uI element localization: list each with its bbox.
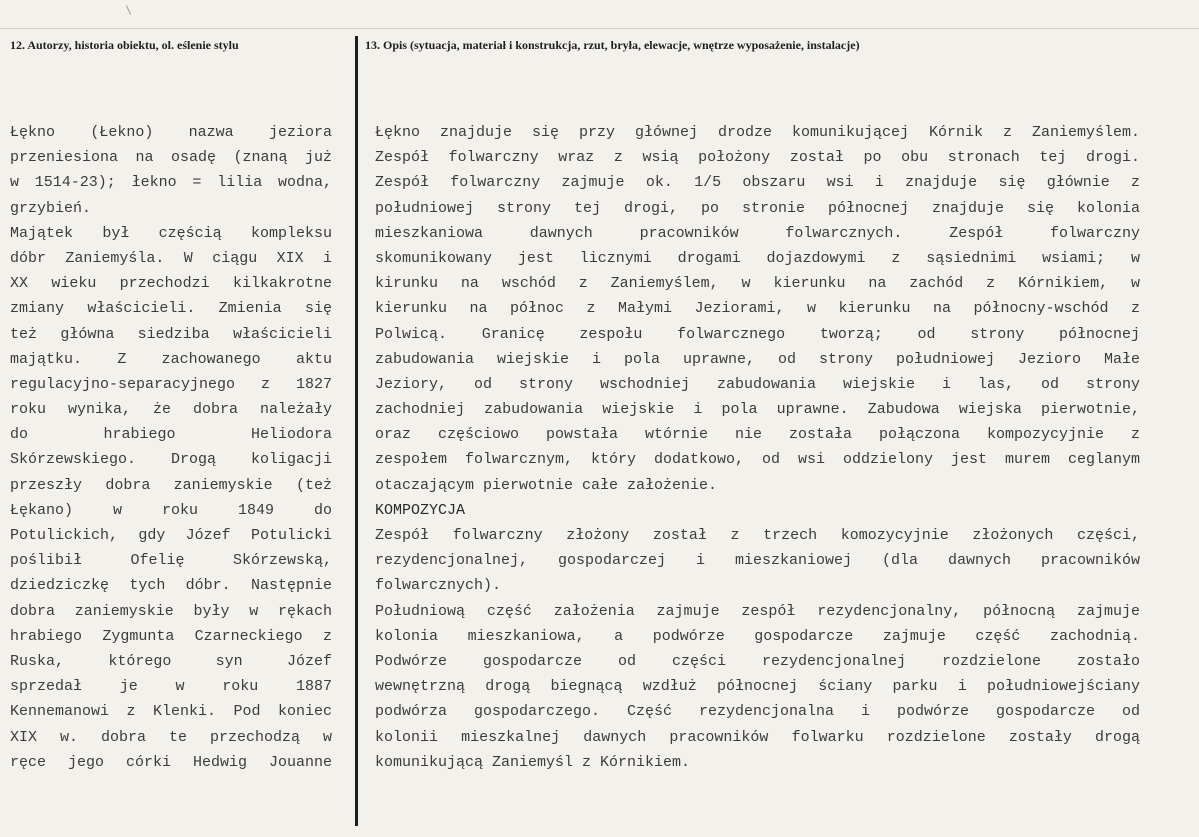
- history-line: też główna siedziba właścicieli: [10, 325, 332, 343]
- description-line: otaczającym pierwotnie całe założenie.: [375, 476, 718, 494]
- history-line: Łękno (Łekno) nazwa jeziora: [10, 124, 332, 141]
- description-line: Polwicą. Granicę zespołu folwarcznego tworzą; od strony północnej: [375, 325, 1140, 343]
- composition-heading: KOMPOZYCJA: [375, 501, 466, 519]
- description-line: zespołem folwarcznym, który dodatkowo, od wsi oddzielony jest murem ceglanym: [375, 451, 1140, 469]
- history-line: grzybień.: [10, 199, 92, 217]
- history-line: Ruska, którego syn Józef: [10, 652, 332, 670]
- description-line: Łękno znajduje się przy głównej drodze komunikującej Kórnik z Zaniemyślem.: [375, 124, 1140, 141]
- history-line: przeszły dobra zaniemyskie (też: [10, 476, 332, 494]
- scan-mark: [126, 5, 131, 14]
- left-section-header: 12. Autorzy, historia obiektu, ol. eślenie stylu: [10, 38, 239, 52]
- right-section-header: 13. Opis (sytuacja, materiał i konstrukcja, rzut, bryła, elewacje, wnętrze wyposażenie, instalacje): [365, 38, 860, 52]
- description-line: kolonii mieszkalnej dawnych pracowników folwarku rozdzielone zostały drogą: [375, 728, 1140, 746]
- description-line: Podwórze gospodarcze od części rezydencjonalnej rozdzielone zostało: [375, 652, 1140, 670]
- history-line: Kennemanowi z Klenki. Pod koniec: [10, 703, 332, 721]
- history-line: Łękano) w roku 1849 do: [10, 501, 332, 519]
- history-line: ręce jego córki Hedwig Jouanne: [10, 753, 332, 771]
- description-line: Zespół folwarczny zajmuje ok. 1/5 obszaru wsi i znajduje się głównie z: [375, 174, 1140, 192]
- history-text-column: [10, 120, 332, 775]
- history-line: XIX w. dobra te przechodzą w: [10, 728, 332, 746]
- description-text-column: [375, 120, 1140, 775]
- history-line: poślibił Ofelię Skórzewską,: [10, 552, 332, 570]
- description-line: zachodniej zabudowania wiejskie i pola uprawne. Zabudowa wiejska pierwotnie,: [375, 401, 1140, 419]
- history-line: dobra zaniemyskie były w rękach: [10, 602, 332, 620]
- history-line: Skórzewskiego. Drogą koligacji: [10, 451, 332, 469]
- history-line: dóbr Zaniemyśla. W ciągu XIX i: [10, 249, 332, 267]
- description-line: podwórza gospodarczego. Część rezydencjonalna i podwórze gospodarcze od: [375, 703, 1140, 721]
- column-divider: [355, 36, 358, 826]
- history-line: majątku. Z zachowanego aktu: [10, 350, 332, 368]
- history-line: w 1514-23); łekno = lilia wodna,: [10, 174, 332, 192]
- description-line: południowej strony tej drogi, po stronie północnej znajduje się kolonia: [375, 199, 1140, 217]
- history-line: do hrabiego Heliodora: [10, 426, 332, 444]
- description-line: oraz częściowo powstała wtórnie nie została połączona kompozycyjnie z: [375, 426, 1140, 444]
- history-line: zmiany właścicieli. Zmienia się: [10, 300, 332, 318]
- history-line: Potulickich, gdy Józef Potulicki: [10, 527, 332, 544]
- description-line: Zespół folwarczny złożony został z trzech komozycyjnie złożonych części,: [375, 527, 1140, 544]
- description-line: folwarcznych).: [375, 577, 502, 595]
- history-line: przeniesiona na osadę (znaną już: [10, 149, 332, 167]
- description-line: Jeziory, od strony wschodniej zabudowania wiejskie i las, od strony: [375, 375, 1140, 393]
- description-line: kolonia mieszkaniowa, a podwórze gospodarcze zajmuje część zachodnią.: [375, 627, 1140, 645]
- description-line: kirunku na wschód z Zaniemyślem, w kierunku na zachód z Kórnikiem, w: [375, 275, 1140, 293]
- description-line: mieszkaniowa dawnych pracowników folwarcznych. Zespół folwarczny: [375, 224, 1140, 242]
- top-rule: [0, 28, 1199, 29]
- history-line: XX wieku przechodzi kilkakrotne: [10, 275, 332, 293]
- description-line: komunikującą Zaniemyśl z Kórnikiem.: [375, 753, 691, 771]
- description-line: wewnętrzną drogą biegnącą wzdłuż północnej ściany parku i południowejściany: [375, 678, 1140, 696]
- history-line: hrabiego Zygmunta Czarneckiego z: [10, 627, 332, 645]
- description-line: kierunku na północ z Małymi Jeziorami, w kierunku na północny-wschód z: [375, 300, 1140, 318]
- description-line: Południową część założenia zajmuje zespół rezydencjonalny, północną zajmuje: [375, 602, 1140, 620]
- history-line: dziedziczkę tych dóbr. Następnie: [10, 577, 332, 595]
- history-line: regulacyjno-separacyjnego z 1827: [10, 375, 332, 393]
- history-line: Majątek był częścią kompleksu: [10, 224, 332, 242]
- description-line: zabudowania wiejskie i pola uprawne, od strony południowej Jezioro Małe: [375, 350, 1140, 368]
- description-line: rezydencjonalnej, gospodarczej i mieszkaniowej (dla dawnych pracowników: [375, 552, 1140, 570]
- description-line: Zespół folwarczny wraz z wsią położony został po obu stronach tej drogi.: [375, 149, 1140, 167]
- history-line: sprzedał je w roku 1887: [10, 678, 332, 696]
- description-line: skomunikowany jest licznymi drogami dojazdowymi z sąsiednimi wsiami; w: [375, 249, 1140, 267]
- history-line: roku wynika, że dobra należały: [10, 401, 332, 419]
